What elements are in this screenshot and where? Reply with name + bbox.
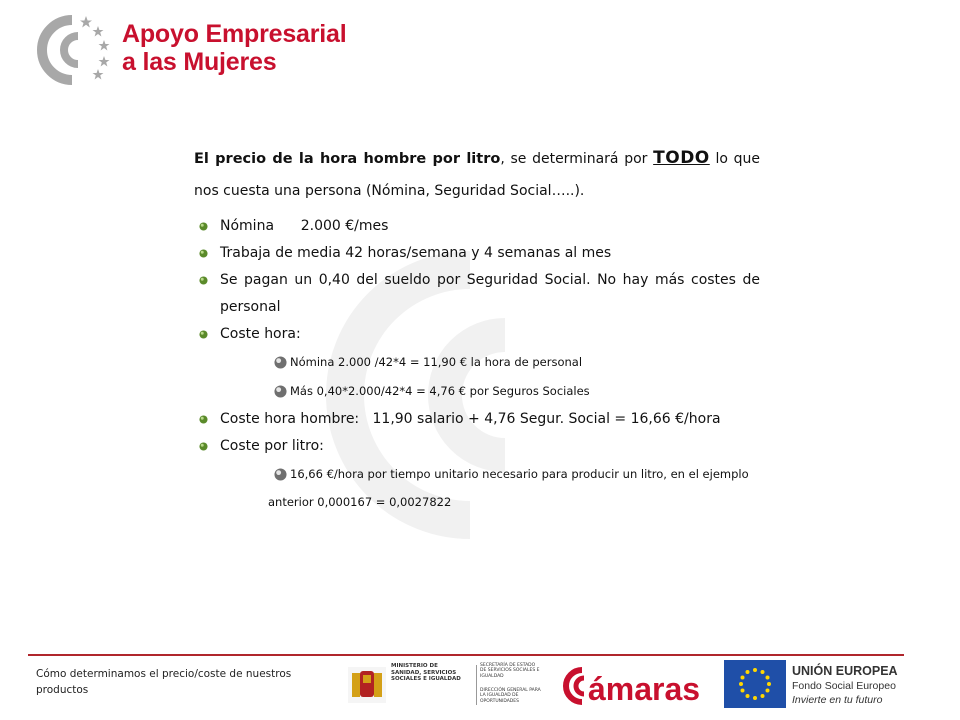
sub-bullet-nomina: Nómina 2.000 /42*4 = 11,90 € la hora de personal	[290, 355, 583, 369]
list-item	[194, 460, 760, 516]
list-item	[194, 213, 760, 240]
camaras-logo-icon	[26, 12, 120, 88]
green-sphere-bullet-icon	[199, 222, 208, 231]
cost-bullet-list-2	[194, 406, 760, 460]
footer-caption: Cómo determinamos el precio/coste de nuestros productos	[36, 668, 292, 696]
brand-title-line2: a las Mujeres	[122, 48, 277, 76]
list-item	[194, 348, 760, 377]
brand-title	[122, 20, 346, 76]
brand-title-line1: Apoyo Empresarial	[122, 20, 347, 48]
direccion-text: DIRECCIÓN GENERAL PARA LA IGUALDAD DE OPORTUNIDADES	[480, 688, 541, 704]
ministerio-text: MINISTERIO DE SANIDAD, SERVICIOS SOCIALES E IGUALDAD	[391, 663, 461, 682]
eu-text-block	[792, 664, 902, 707]
bullet-coste-hora-hombre: Coste hora hombre: 11,90 salario + 4,76 Segur. Social = 16,66 €/hora	[220, 411, 721, 427]
green-sphere-bullet-icon	[199, 442, 208, 451]
sub-bullet-litro-line2: anterior 0,000167 = 0,0027822	[268, 495, 452, 509]
intro-mid: se determinará por	[504, 151, 654, 167]
bullet-pagan: Se pagan un 0,40 del sueldo por Seguridad Social. No hay más costes de personal	[220, 272, 760, 315]
sub-bullet-litro-line1: 16,66 €/hora por tiempo unitario necesario para producir un litro, en el ejemplo	[290, 467, 749, 481]
bullet-coste-litro: Coste por litro:	[220, 438, 324, 454]
intro-rest: lo que nos cuesta una persona (Nómina, Seguridad Social…..).	[194, 151, 761, 199]
secretaria-text: SECRETARÍA DE ESTADO DE SERVICIOS SOCIALES E IGUALDAD	[480, 663, 540, 679]
footer-divider	[28, 654, 904, 656]
coste-litro-sublist	[194, 460, 760, 516]
intro-emphasis: TODO	[653, 148, 710, 168]
coste-hora-sublist	[194, 348, 760, 406]
bullet-trabaja: Trabaja de media 42 horas/semana y 4 semanas al mes	[220, 245, 612, 261]
list-item	[194, 267, 760, 321]
list-item	[194, 406, 760, 433]
list-item	[194, 433, 760, 460]
intro-comma: ,	[500, 151, 505, 167]
gray-sphere-bullet-icon	[274, 385, 287, 398]
cost-bullet-list	[194, 213, 760, 348]
camaras-wordmark-text: ámaras	[588, 671, 701, 707]
intro-bold-phrase: El precio de la hora hombre por litro	[194, 151, 501, 167]
green-sphere-bullet-icon	[199, 415, 208, 424]
eu-title: UNIÓN EUROPEA	[792, 664, 898, 678]
bullet-coste-hora: Coste hora:	[220, 326, 301, 342]
green-sphere-bullet-icon	[199, 249, 208, 258]
list-item	[194, 240, 760, 267]
intro-paragraph	[194, 142, 760, 207]
sub-bullet-mas: Más 0,40*2.000/42*4 = 4,76 € por Seguros Sociales	[290, 384, 590, 398]
eu-motto: Invierte en tu futuro	[792, 694, 883, 706]
content-area	[194, 142, 760, 516]
green-sphere-bullet-icon	[199, 330, 208, 339]
list-item	[194, 377, 760, 406]
gray-sphere-bullet-icon	[274, 356, 287, 369]
green-sphere-bullet-icon	[199, 276, 208, 285]
gray-sphere-bullet-icon	[274, 468, 287, 481]
bullet-nomina: Nómina 2.000 €/mes	[220, 218, 389, 234]
eu-fund: Fondo Social Europeo	[792, 680, 896, 692]
camaras-wordmark-logo	[562, 662, 710, 710]
list-item	[194, 321, 760, 348]
